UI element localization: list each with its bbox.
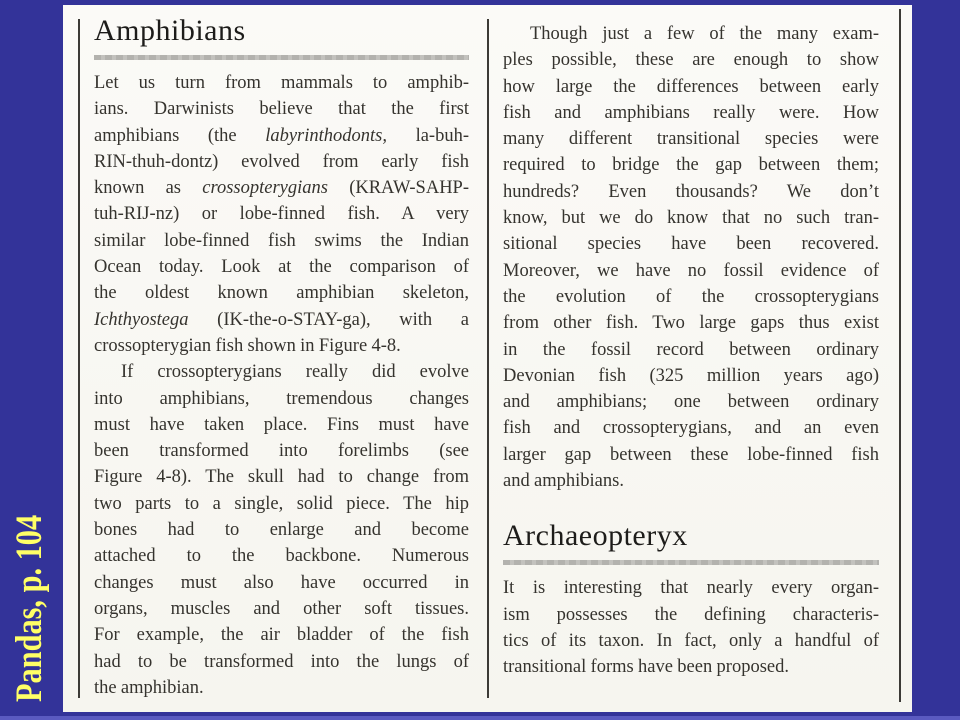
text-line: If crossopterygians really did evolve — [121, 362, 469, 383]
text-line: changes must also have occurred in — [94, 572, 469, 593]
text-line: many different transitional species were — [503, 129, 879, 150]
text-line: two parts to a single, solid piece. The hip — [94, 493, 469, 514]
text-line: required to bridge the gap between them; — [503, 155, 879, 176]
text-line: Moreover, we have no fossil evidence of — [503, 260, 879, 281]
text-line: and amphibians; one between ordinary — [503, 392, 879, 413]
text-line: Let us turn from mammals to amphib- — [94, 73, 469, 93]
text-line: ians. Darwinists believe that the first — [94, 99, 469, 120]
section-heading: Amphibians — [94, 14, 246, 47]
text-line: fish and crossopterygians, and an even — [503, 418, 879, 439]
text-line: Ocean today. Look at the comparison of — [94, 257, 469, 278]
slide-side-label: Pandas, p. 104 — [9, 514, 50, 702]
column-rule-left — [78, 19, 80, 698]
text-line: had to be transformed into the lungs of — [94, 651, 469, 672]
text-line: sitional species have been recovered. — [503, 234, 879, 255]
text-line: amphibians (the labyrinthodonts, la-buh- — [94, 125, 469, 146]
page-column-right — [503, 5, 879, 681]
scanned-book-page — [63, 5, 912, 712]
text-line: fish and amphibians really were. How — [503, 102, 879, 123]
text-line: Figure 4-8). The skull had to change from — [94, 467, 469, 488]
text-line: how large the differences between early — [503, 76, 879, 97]
text-line: tics of its taxon. In fact, only a handful of — [503, 630, 879, 651]
text-line: organs, muscles and other soft tissues. — [94, 598, 469, 619]
text-line: tuh-RIJ-nz) or lobe-finned fish. A very — [94, 204, 469, 225]
paragraph — [94, 70, 469, 359]
text-line: and amphibians. — [503, 471, 624, 492]
text-line: RIN-thuh-dontz) evolved from early fish — [94, 151, 469, 172]
page-column-left — [94, 5, 469, 701]
text-line: It is interesting that nearly every organ- — [503, 578, 879, 599]
heading-underline-bar — [94, 55, 469, 60]
text-line: ples possible, these are enough to show — [503, 50, 879, 71]
paragraph — [94, 359, 469, 701]
text-line: hundreds? Even thousands? We don’t — [503, 181, 879, 202]
column-rule-middle — [487, 19, 489, 698]
text-line: the amphibian. — [94, 677, 204, 698]
text-line: Though just a few of the many exam- — [530, 24, 879, 44]
text-line: know, but we do know that no such tran- — [503, 208, 879, 229]
text-line: similar lobe-finned fish swims the Indian — [94, 230, 469, 251]
text-line: crossopterygian fish shown in Figure 4-8. — [94, 335, 401, 356]
text-line: into amphibians, tremendous changes — [94, 388, 469, 409]
text-line: the oldest known amphibian skeleton, — [94, 283, 469, 304]
section-heading: Archaeopteryx — [503, 519, 688, 553]
column-rule-right — [899, 9, 901, 702]
text-line: been transformed into forelimbs (see — [94, 441, 469, 462]
text-line: ism possesses the defining characteris- — [503, 604, 879, 625]
text-line: must have taken place. Fins must have — [94, 414, 469, 435]
paragraph — [503, 575, 879, 680]
heading-underline-bar — [503, 560, 879, 565]
text-line: bones had to enlarge and become — [94, 520, 469, 541]
text-line: the evolution of the crossopterygians — [503, 286, 879, 307]
text-line: transitional forms have been proposed. — [503, 657, 789, 678]
text-line: larger gap between these lobe-finned fish — [503, 444, 879, 465]
text-line: Ichthyostega (IK-the-o-STAY-ga), with a — [94, 309, 469, 330]
paragraph — [503, 21, 879, 494]
text-line: For example, the air bladder of the fish — [94, 625, 469, 646]
text-line: from other fish. Two large gaps thus exist — [503, 313, 879, 334]
text-line: Devonian fish (325 million years ago) — [503, 365, 879, 386]
text-line: attached to the backbone. Numerous — [94, 546, 469, 567]
text-line: known as crossopterygians (KRAW-SAHP- — [94, 178, 469, 199]
slide-bottom-edge — [0, 716, 960, 720]
text-line: in the fossil record between ordinary — [503, 339, 879, 360]
